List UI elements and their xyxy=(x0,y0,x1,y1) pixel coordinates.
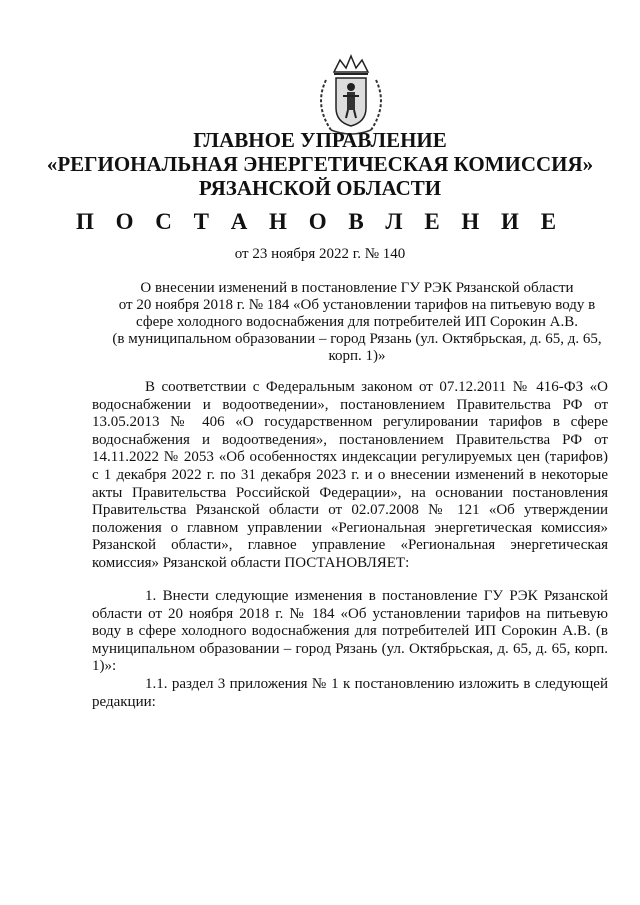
subject-line: от 20 ноября 2018 г. № 184 «Об установлении тарифов на питьевую воду в xyxy=(118,297,596,313)
issuer-line-1: ГЛАВНОЕ УПРАВЛЕНИЕ xyxy=(193,128,447,152)
preamble-paragraph: В соответствии с Федеральным законом от 07.12.2011 № 416-ФЗ «О водоснабжении и водоотведении», постановлением Правительства РФ от 13.05.2013 № 406 «О государственном регулировании тарифов в сфере водоснабжения и водоотведения», постановлением Правительства РФ от 14.11.2022 № 2053 «Об особенностях индексации регулируемых цен (тарифов) с 1 декабря 2022 г. по 31 декабря 2023 г. и о внесении изменений в некоторые акты Правительства Российской Федерации», на основании постановления Правительства Рязанской области от 02.07.2008 № 121 «Об утверждении положения о главном управлении «Региональная энергетическая комиссия» Рязанской области», главное управление «Региональная энергетическая комиссия» Рязанской области ПОСТАНОВЛЯЕТ: xyxy=(92,379,608,571)
subject-line: (в муниципальном образовании – город Рязань (ул. Октябрьская, д. 65, д. 65, xyxy=(112,331,602,347)
subject-line: корп. 1)» xyxy=(328,348,386,364)
clause-1-paragraph: 1. Внести следующие изменения в постановление ГУ РЭК Рязанской области от 20 ноября 2018 г. № 184 «Об установлении тарифов на питьевую воду в сфере холодного водоснабжения для потребителей ИП Сорокин А.В. (в муниципальном образовании – город Рязань (ул. Октябрьская, д. 65, д. 65, корп. 1)»: xyxy=(92,588,608,675)
subject-line: сфере холодного водоснабжения для потребителей ИП Сорокин А.В. xyxy=(136,314,578,330)
issuer-line-3: РЯЗАНСКОЙ ОБЛАСТИ xyxy=(198,176,442,200)
subject-line: О внесении изменений в постановление ГУ РЭК Рязанской области xyxy=(140,280,574,296)
document-type-title: П О С Т А Н О В Л Е Н И Е xyxy=(75,209,565,234)
document-subject xyxy=(92,280,622,365)
document-date-number: от 23 ноября 2022 г. № 140 xyxy=(234,246,406,262)
issuer-line-2: «РЕГИОНАЛЬНАЯ ЭНЕРГЕТИЧЕСКАЯ КОМИССИЯ» xyxy=(46,152,594,176)
clause-1-1-paragraph: 1.1. раздел 3 приложения № 1 к постановлению изложить в следующей редакции: xyxy=(92,676,608,710)
coat-of-arms-emblem xyxy=(306,50,396,140)
